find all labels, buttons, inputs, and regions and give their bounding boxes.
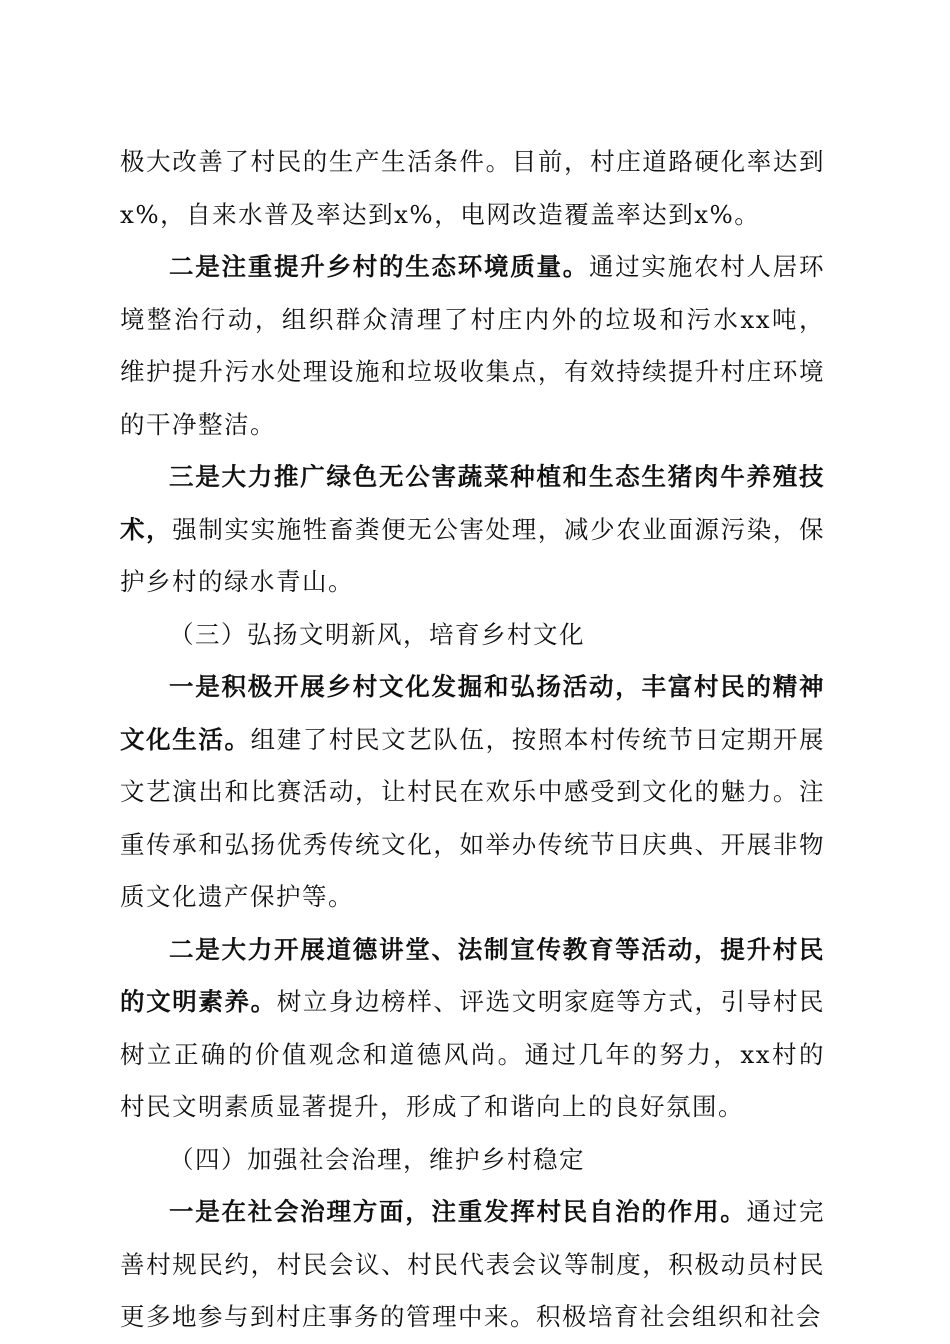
paragraph-text: 通过实施农村人居环境整治行动，组织群众清理了村庄内外的垃圾和污水xx吨，维护提升污水处理设施和垃圾收集点，有效持续提升村庄环境的干净整洁。 <box>120 252 825 439</box>
paragraph-lead: 一是积极开展乡村文化发掘和弘扬活动，丰富村民的精神文化生活。 <box>120 672 825 754</box>
paragraph-text: 极大改善了村民的生产生活条件。目前，村庄道路硬化率达到x%，自来水普及率达到x%，电网改造覆盖率达到x%。 <box>120 147 825 229</box>
heading-text: （三）弘扬文明新风，培育乡村文化 <box>169 619 585 649</box>
document-body <box>120 136 825 1344</box>
paragraph-continuation <box>120 136 825 241</box>
paragraph-self-governance <box>120 1186 825 1344</box>
paragraph-culture-activities <box>120 661 825 924</box>
paragraph-morality-education <box>120 924 825 1134</box>
section-heading-culture <box>120 609 825 662</box>
paragraph-ecology <box>120 241 825 451</box>
paragraph-green-farming <box>120 451 825 609</box>
paragraph-lead: 一是在社会治理方面，注重发挥村民自治的作用。 <box>169 1197 747 1226</box>
paragraph-text: 强制实实施牲畜粪便无公害处理，减少农业面源污染，保护乡村的绿水青山。 <box>120 514 826 596</box>
paragraph-text: 通过完善村规民约，村民会议、村民代表会议等制度，积极动员村民更多地参与到村庄事务的管理中来。积极培育社会组织和社会 <box>120 1197 825 1331</box>
paragraph-lead: 二是注重提升乡村的生态环境质量。 <box>169 252 589 281</box>
section-heading-governance <box>120 1134 825 1187</box>
paragraph-lead: 三是大力推广绿色无公害蔬菜种植和生态生猪肉牛养殖技术， <box>120 462 825 544</box>
paragraph-text: 树立身边榜样、评选文明家庭等方式，引导村民树立正确的价值观念和道德风尚。通过几年的努力，xx村的村民文明素质显著提升，形成了和谐向上的良好氛围。 <box>120 987 826 1121</box>
paragraph-lead: 二是大力开展道德讲堂、法制宣传教育等活动，提升村民的文明素养。 <box>120 934 825 1016</box>
heading-text: （四）加强社会治理，维护乡村稳定 <box>169 1144 585 1174</box>
paragraph-text: 组建了村民文艺队伍，按照本村传统节日定期开展文艺演出和比赛活动，让村民在欢乐中感受到文化的魅力。注重传承和弘扬优秀传统文化，如举办传统节日庆典、开展非物质文化遗产保护等。 <box>120 724 825 911</box>
